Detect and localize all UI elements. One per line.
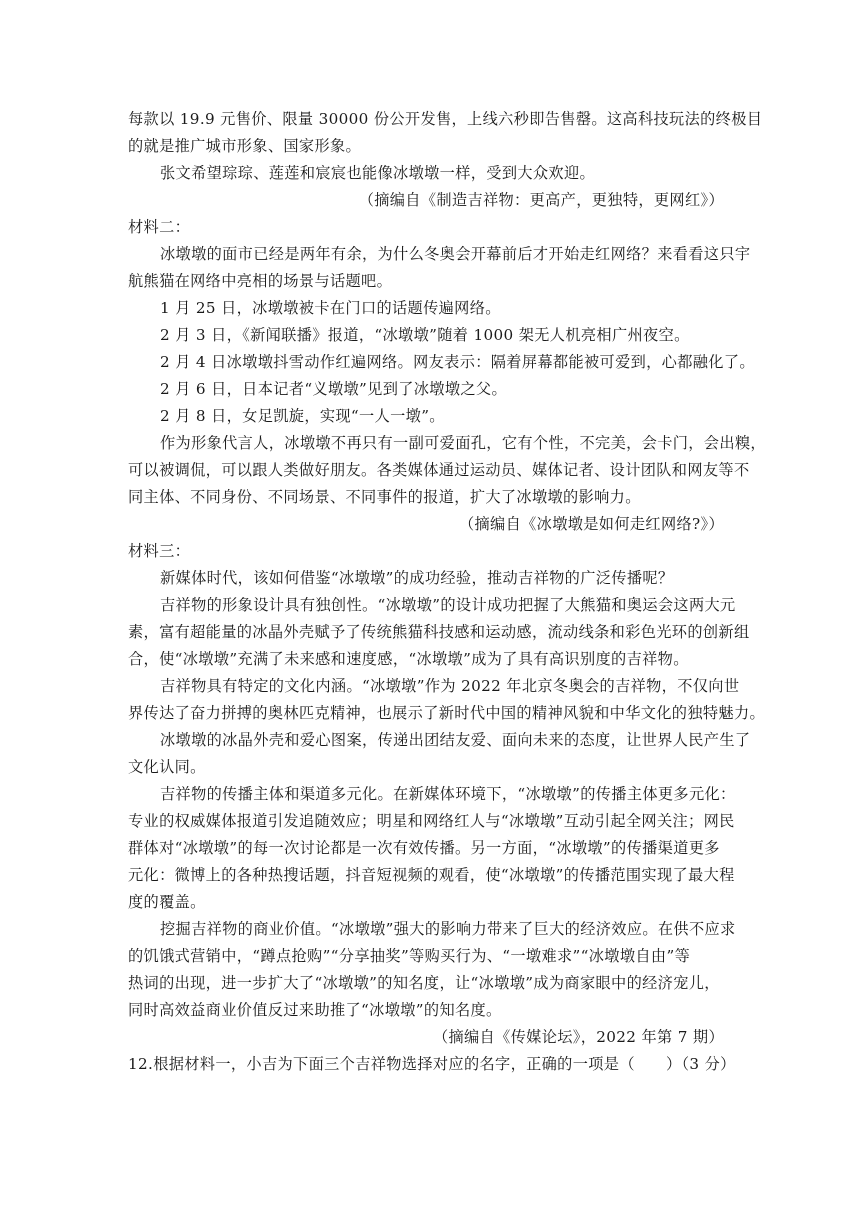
paragraph-line: 热词的出现，进一步扩大了“冰墩墩”的知名度，让“冰墩墩”成为商家眼中的经济宠儿， [128, 974, 720, 992]
source-citation: （摘编自《制造吉祥物：更高产，更独特，更网红》） [358, 191, 724, 209]
paragraph-line: 文化认同。 [128, 758, 206, 776]
paragraph-line: 专业的权威媒体报道引发追随效应；明星和网络红人与“冰墩墩”互动引起全网关注；网民 [128, 812, 735, 830]
paragraph-line: 张文希望琮琮、莲莲和宸宸也能像冰墩墩一样，受到大众欢迎。 [160, 164, 596, 182]
paragraph-line: 可以被调侃，可以跟人类做好朋友。各类媒体通过运动员、媒体记者、设计团队和网友等不 [128, 461, 750, 479]
paragraph-line: 吉祥物的形象设计具有独创性。“冰墩墩”的设计成功把握了大熊猫和奥运会这两大元 [160, 596, 736, 614]
timeline-item: 2 月 8 日，女足凯旋，实现“一人一墩”。 [160, 407, 445, 425]
question-12: 12.根据材料一，小吉为下面三个吉祥物选择对应的名字，正确的一项是（ ）（3 分） [128, 1055, 736, 1073]
timeline-item: 2 月 3 日，《新闻联播》报道，“冰墩墩”随着 1000 架无人机亮相广州夜空。 [160, 326, 690, 344]
paragraph-line: 航熊猫在网络中亮相的场景与话题吧。 [128, 272, 393, 290]
timeline-item: 1 月 25 日，冰墩墩被卡在门口的话题传遍网络。 [160, 299, 501, 317]
paragraph-line: 每款以 19.9 元售价、限量 30000 份公开发售，上线六秒即告售罄。这高科技玩法的终极目 [128, 110, 763, 128]
paragraph-line: 吉祥物具有特定的文化内涵。“冰墩墩”作为 2022 年北京冬奥会的吉祥物，不仅向世 [160, 677, 740, 695]
paragraph-line: 作为形象代言人，冰墩墩不再只有一副可爱面孔，它有个性，不完美，会卡门，会出糗， [160, 434, 766, 452]
paragraph-line: 冰墩墩的面市已经是两年有余，为什么冬奥会开幕前后才开始走红网络？来看看这只宇 [160, 245, 751, 263]
timeline-item: 2 月 6 日，日本记者“义墩墩”见到了冰墩墩之父。 [160, 380, 507, 398]
section-heading: 材料二： [128, 218, 191, 236]
section-heading: 材料三： [128, 542, 191, 560]
paragraph-line: 的饥饿式营销中，“蹲点抢购”“分享抽奖”等购买行为、“一墩难求”“冰墩墩自由”等 [128, 947, 691, 965]
paragraph-line: 群体对“冰墩墩”的每一次讨论都是一次有效传播。另一方面，“冰墩墩”的传播渠道更多 [128, 839, 720, 857]
paragraph-line: 冰墩墩的冰晶外壳和爱心图案，传递出团结友爱、面向未来的态度，让世界人民产生了 [160, 731, 751, 749]
paragraph-line: 挖掘吉祥物的商业价值。“冰墩墩”强大的影响力带来了巨大的经济效应。在供不应求 [160, 920, 736, 938]
paragraph-line: 同时高效益商业价值反过来助推了“冰墩墩”的知名度。 [128, 1001, 502, 1019]
source-citation: （摘编自《冰墩墩是如何走红网络?》） [458, 515, 724, 533]
source-citation: （摘编自《传媒论坛》，2022 年第 7 期） [432, 1028, 724, 1046]
paragraph-line: 新媒体时代，该如何借鉴“冰墩墩”的成功经验，推动吉祥物的广泛传播呢？ [160, 569, 674, 587]
paragraph-line: 素，富有超能量的冰晶外壳赋予了传统熊猫科技感和运动感，流动线条和彩色光环的创新组 [128, 623, 750, 641]
paragraph-line: 元化：微博上的各种热搜话题，抖音短视频的观看，使“冰墩墩”的传播范围实现了最大程 [128, 866, 735, 884]
paragraph-line: 吉祥物的传播主体和渠道多元化。在新媒体环境下，“冰墩墩”的传播主体更多元化： [160, 785, 736, 803]
paragraph-line: 的就是推广城市形象、国家形象。 [128, 137, 362, 155]
paragraph-line: 合，使“冰墩墩”充满了未来感和速度感，“冰墩墩”成为了具有高识别度的吉祥物。 [128, 650, 689, 668]
timeline-item: 2 月 4 日冰墩墩抖雪动作红遍网络。网友表示：隔着屏幕都能被可爱到，心都融化了。 [160, 353, 755, 371]
paragraph-line: 度的覆盖。 [128, 893, 206, 911]
paragraph-line: 同主体、不同身份、不同场景、不同事件的报道，扩大了冰墩墩的影响力。 [128, 488, 641, 506]
paragraph-line: 界传达了奋力拼搏的奥林匹克精神，也展示了新时代中国的精神风貌和中华文化的独特魅力。 [128, 704, 766, 722]
